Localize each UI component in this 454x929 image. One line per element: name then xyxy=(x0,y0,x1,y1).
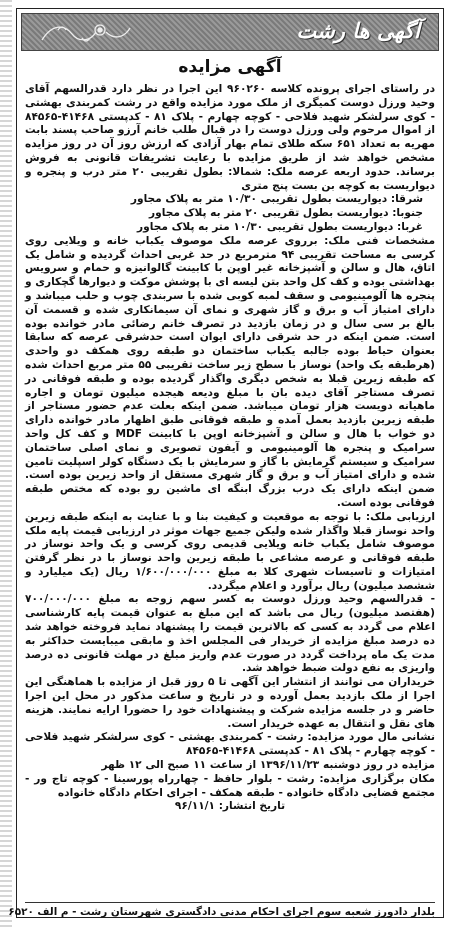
ad-body xyxy=(25,83,435,814)
floral-ornament-icon xyxy=(38,20,134,46)
page-edge-strip xyxy=(0,0,12,929)
ad-footer-signature: بلدار دادورز شعبه سوم اجرای احکام مدنی دادگستری شهرستان رشت - م الف ۶۵۲۰ xyxy=(8,906,435,918)
footer-divider xyxy=(25,902,435,903)
ad-boundary-south: جنوبا: دیواریست بطول تقریبی ۲۰ متر به پلاک مجاور xyxy=(149,207,423,220)
ad-paragraph-date: مزایده در روز دوشنبه ۱۳۹۶/۱۱/۲۳ از ساعت ۱۱ صبح الی ۱۲ ظهر xyxy=(101,759,435,772)
ad-paragraph-share: - قدرالسهم وحید ورزل دوست به کسر سهم زوجه به مبلغ ۷۰۰/۰۰۰/۰۰۰ (هفتصد میلیون) ریال می باشد که این مبلغ به عنوان قیمت پایه کارشناسی اعلام می گردد به کسی که بالاترین قیمت را پیشنهاد نماید فروخته خواهد شد ده درصد مبلغ مزایده از خریدار فی المجلس اخذ و مابقی میبایست حداکثر به مدت یک ماه پرداخت گردد در صورت عدم واریز مبلغ در مهلت قانونی ده درصد واریزی به نفع دولت ضبط خواهد شد. xyxy=(25,593,435,675)
ad-paragraph-technical: مشخصات فنی ملک: برروی عرصه ملک موصوف یکباب خانه و ویلایی روی کرسی به مساحت تقریبی ۹۴ مترمربع در حد غربی احداث گردیده و شامل یک اتاق، هال و سالن و آشپزخانه غیر اوپن با کابینت گالوانیزه و حمام و سرویس بهداشتی بوده و کف کل واحد بتن لیسه ای با پوشش موکت و دیوارها گچکاری و پنجره ها آلومینیومی و سقف لمبه کوبی شده با سربندی چوب و حلب میباشد و دارای امتیاز آب و برق و گاز شهری و نمای آن سیمانکاری شده و قسمت آن بالغ بر سی سال و در زمان بازدید در تصرف خانم رضائی مادر خوانده بوده است. ضمن اینکه در حد شرقی دارای ایوان است حدشرقی عرصه که سابقا بعنوان حیاط بوده جالبه یکباب ساختمان دو طبقه روی همکف دو واحدی (هرطبقه یک واحد) نوساز با سطح زیر ساخت تقریبی ۵۵ متر مربع احداث شده که طبقه زیرین قبلا به شخص دیگری واگذار گردیده بوده و طبقه فوقانی در تصرف مستاجر آقای دیده بان با مبلغ ودیعه هیجده میلیون تومان و اجاره ماهیانه دویست هزار تومان میباشد. ضمن اینکه بعلت عدم حضور مستاجر از طبقه زیرین بازدید بعمل آمده و طبقه فوقانی طبق اظهار مادر خوانده دارای دو خواب با هال و سالن و آشپزخانه اوپن با کابینت MDF و کف کل واحد سرامیک و پنجره ها آلومینیومی و آیفون تصویری و نمای اصلی ساختمان سرامیک و سیستم گرمایش با گاز و سرمایش با یک دستگاه کولر اسپلیت تامین شده و دارای امتیاز آب و برق و گاز شهری مستقل از واحد زیرین بوده است. ضمن اینکه دارای یک درب بزرگ ابنگه ای ماشین رو بوده که مختص طبقه فوقانی بوده است. xyxy=(24,234,436,509)
ad-boundary-east: شرقا: دیواریست بطول تقریبی ۱۰/۳۰ متر به پلاک مجاور xyxy=(130,193,423,206)
ad-paragraph-valuation: ارزیابی ملک: با توجه به موقعیت و کیفیت بنا و با عنایت به اینکه طبقه زیرین واحد نوساز قبلا واگذار شده ولیکن جمیع جهات موثر در ارزیابی قیمت پایه ملک موصوف شامل یکباب خانه ویلایی قدیمی روی کرسی و یک واحد نوساز در طبقه فوقانی و عرصه مشاعی با طبقه زیرین واحد نوساز با در نظر گرفتن امتیازات و تاسیسات شهری کلا به مبلغ ۱/۶۰۰/۰۰۰/۰۰۰ ریال (یک میلیارد و ششصد میلیون) ریال برآورد و اعلام میگردد. xyxy=(25,510,436,592)
ad-paragraph-buyers: خریداران می توانند از انتشار این آگهی تا ۵ روز قبل از مزایده با هماهنگی این اجرا از ملک بازدید بعمل آورده و در تاریخ و ساعت مذکور در محل این اجرا حاضر و در جلسه مزایده شرکت و پیشنهادات خود را حضورا ارایه نمایند. هزینه های نقل و انتقال به عهده خریدار است. xyxy=(25,676,436,730)
section-banner xyxy=(21,13,439,51)
ad-paragraph-address: نشانی مال مورد مزایده: رشت - کمربندی بهشتی - کوی سرلشکر شهید فلاحی - کوچه چهارم - پلاک ۸۱ - کدپستی ۴۱۴۶۸-۸۴۵۶۵ xyxy=(25,731,435,758)
ad-boundary-west: غربا: دیواریست بطول تقریبی ۱۰/۳۰ متر به پلاک مجاور xyxy=(137,220,423,233)
ad-heading: آگهی مزایده xyxy=(178,57,282,77)
advertisement-frame xyxy=(8,8,444,918)
ad-paragraph-intro: در راستای اجرای پرونده کلاسه ۹۶۰۲۶۰ این اجرا در نظر دارد قدرالسهم آقای وحید ورزل دوست کمیگری از ملک مورد مزایده واقع در رشت کمربندی بهشتی - کوی سرلشکر شهید فلاحی - کوچه چهارم - پلاک ۸۱ - کدپستی ۴۱۴۶۸-۸۴۵۶۵ از اموال مرحوم ولی ورزل دوست را در قبال طلب خانم آرزو صاحب پسند بابت مهریه به تعداد ۶۵۱ سکه طلای تمام بهار آزادی که ارزش روز آن در روز مزایده مشخص خواهد شد از طریق مزایده با رعایت تشریفات قانونی به فروش برساند. حدود اربعه عرصه ملک: شمالا: بطول تقریبی ۲۰ متر درب و پنجره و دیواریست به کوچه بن بست پنج متری xyxy=(25,83,436,192)
ad-paragraph-venue: مکان برگزاری مزایده: رشت - بلوار حافظ - چهارراه پورسینا - کوچه تاج ور - مجتمع قضایی دادگاه خانواده - طبقه همکف - اجرای احکام دادگاه خانواده xyxy=(25,772,435,799)
ad-publish-date: تاریخ انتشار: ۹۶/۱۱/۱ xyxy=(174,800,286,813)
section-title: آگهی ها رشت xyxy=(296,18,420,43)
